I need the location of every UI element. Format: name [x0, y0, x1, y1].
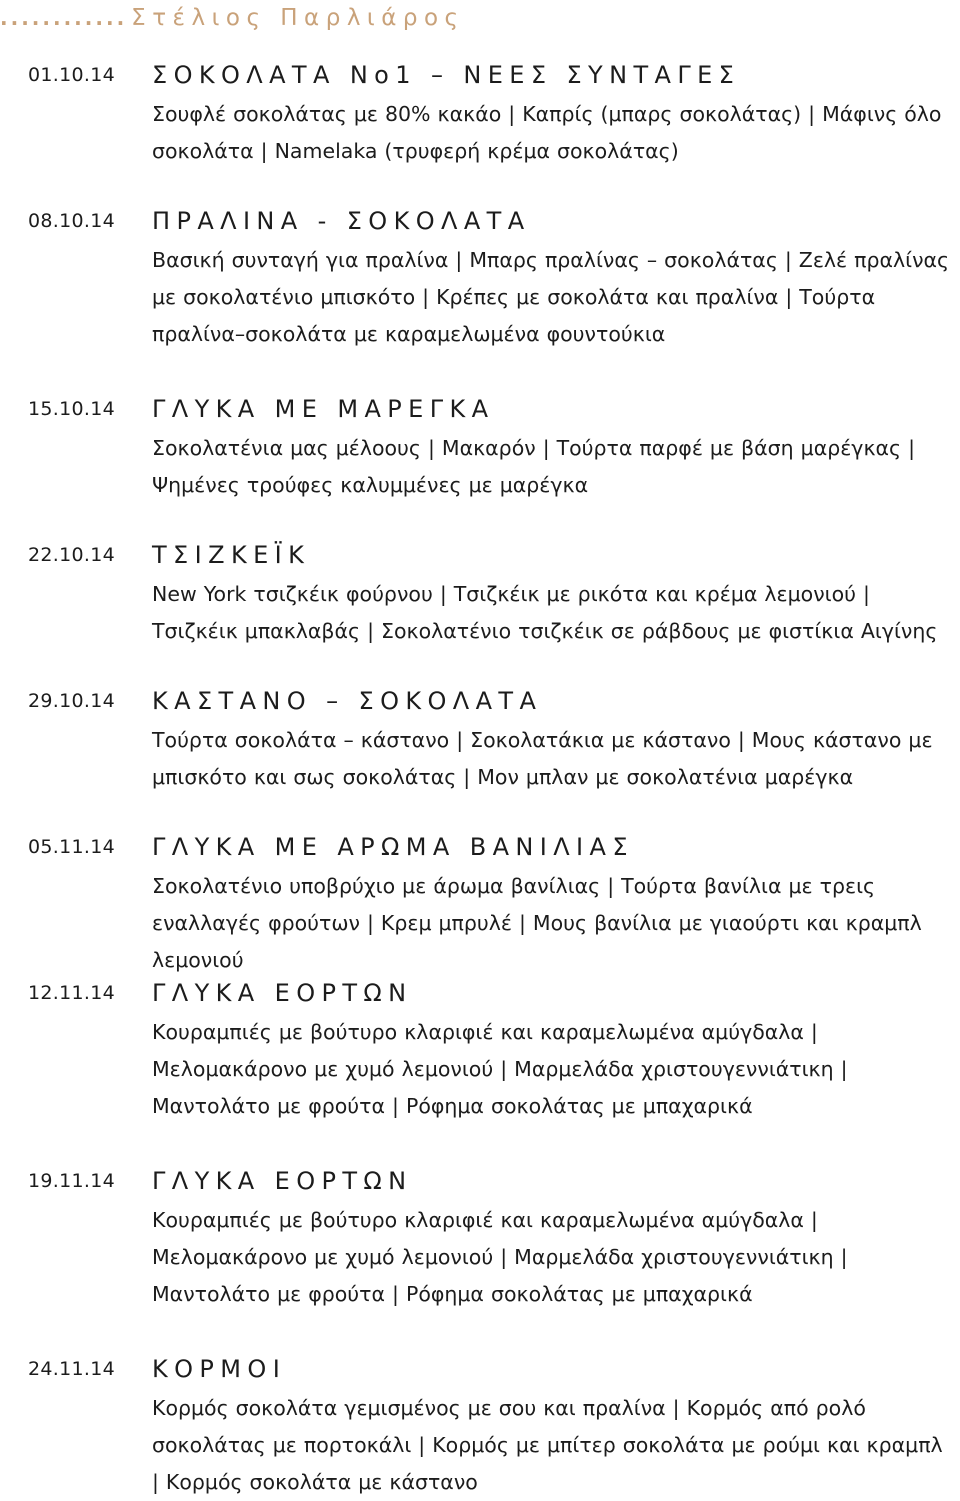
entry-description: Κορμός σοκολάτα γεμισμένος με σου και πραλίνα | Κορμός από ρολό σοκολάτας με πορτοκάλι | Κορμός με μπίτερ σοκολάτα με ρούμι και κραμπλ | Κορμός σοκολάτα με κάστανο	[152, 1396, 943, 1494]
entry-description: Τούρτα σοκολάτα – κάστανο | Σοκολατάκια με κάστανο | Μους κάστανο με μπισκότο και σως σοκολάτας | Μον μπλαν με σοκολατένια μαρέγκα	[152, 728, 933, 789]
entry-title: ΤΣΙΖΚΕΪΚ	[152, 541, 311, 569]
entry-title: ΠΡΑΛΙΝΑ - ΣΟΚΟΛΑΤΑ	[152, 207, 531, 235]
entry-title: ΓΛΥΚΑ ΜΕ ΑΡΩΜΑ ΒΑΝΙΛΙΑΣ	[152, 833, 634, 861]
entry-date: 15.10.14	[28, 398, 116, 420]
schedule-list	[0, 58, 960, 1492]
schedule-entry	[0, 538, 960, 684]
entry-title: ΓΛΥΚΑ ΕΟΡΤΩΝ	[152, 1167, 413, 1195]
schedule-entry	[0, 830, 960, 976]
entry-title: ΚΑΣΤΑΝΟ – ΣΟΚΟΛΑΤΑ	[152, 687, 543, 715]
entry-description: Σοκολατένιο υποβρύχιο με άρωμα βανίλιας | Τούρτα βανίλια με τρεις εναλλαγές φρούτων | Κρεμ μπρυλέ | Μους βανίλια με γιαούρτι και κραμπλ λεμονιού	[152, 874, 922, 972]
entry-title: ΣΟΚΟΛΑΤΑ Νο1 – ΝΕΕΣ ΣΥΝΤΑΓΕΣ	[152, 61, 741, 89]
entry-description: Σουφλέ σοκολάτας με 80% κακάο | Καπρίς (μπαρς σοκολάτας) | Μάφινς όλο σοκολάτα | Namelaka (τρυφερή κρέμα σοκολάτας)	[152, 102, 942, 163]
page-header	[0, 0, 465, 36]
entry-title: ΚΟΡΜΟΙ	[152, 1355, 287, 1383]
entry-date: 29.10.14	[28, 690, 116, 712]
schedule-entry	[0, 392, 960, 538]
entry-title: ΓΛΥΚΑ ΕΟΡΤΩΝ	[152, 979, 413, 1007]
entry-date: 01.10.14	[28, 64, 116, 86]
schedule-entry	[0, 204, 960, 392]
schedule-entry	[0, 976, 960, 1164]
entry-description: Κουραμπιές με βούτυρο κλαριφιέ και καραμελωμένα αμύγδαλα | Μελομακάρονο με χυμό λεμονιού | Μαρμελάδα χριστουγεννιάτικη | Μαντολάτο με φρούτα | Ρόφημα σοκολάτας με μπαχαρικά	[152, 1020, 848, 1118]
entry-date: 19.11.14	[28, 1170, 116, 1192]
entry-description: New York τσιζκέικ φούρνου | Τσιζκέικ με ρικότα και κρέμα λεμονιού | Τσιζκέικ μπακλαβάς | Σοκολατένιο τσιζκέικ σε ράβδους με φιστίκια Αιγίνης	[152, 582, 938, 643]
schedule-entry	[0, 58, 960, 204]
author-name: Στέλιος Παρλιάρος	[131, 5, 465, 31]
entry-description: Σοκολατένια μας μέλοους | Μακαρόν | Τούρτα παρφέ με βάση μαρέγκας | Ψημένες τρούφες καλυμμένες με μαρέγκα	[152, 436, 915, 497]
header-dots: ............	[0, 6, 128, 30]
entry-date: 24.11.14	[28, 1358, 116, 1380]
entry-date: 22.10.14	[28, 544, 116, 566]
entry-date: 05.11.14	[28, 836, 116, 858]
entry-date: 12.11.14	[28, 982, 116, 1004]
schedule-entry	[0, 1164, 960, 1352]
entry-description: Κουραμπιές με βούτυρο κλαριφιέ και καραμελωμένα αμύγδαλα | Μελομακάρονο με χυμό λεμονιού | Μαρμελάδα χριστουγεννιάτικη | Μαντολάτο με φρούτα | Ρόφημα σοκολάτας με μπαχαρικά	[152, 1208, 848, 1306]
schedule-entry	[0, 1352, 960, 1492]
schedule-entry	[0, 684, 960, 830]
entry-title: ΓΛΥΚΑ ΜΕ ΜΑΡΕΓΚΑ	[152, 395, 495, 423]
entry-date: 08.10.14	[28, 210, 116, 232]
entry-description: Βασική συνταγή για πραλίνα | Μπαρς πραλίνας – σοκολάτας | Ζελέ πραλίνας με σοκολατένιο μπισκότο | Κρέπες με σοκολάτα και πραλίνα | Τούρτα πραλίνα–σοκολάτα με καραμελωμένα φουντούκια	[152, 248, 950, 346]
